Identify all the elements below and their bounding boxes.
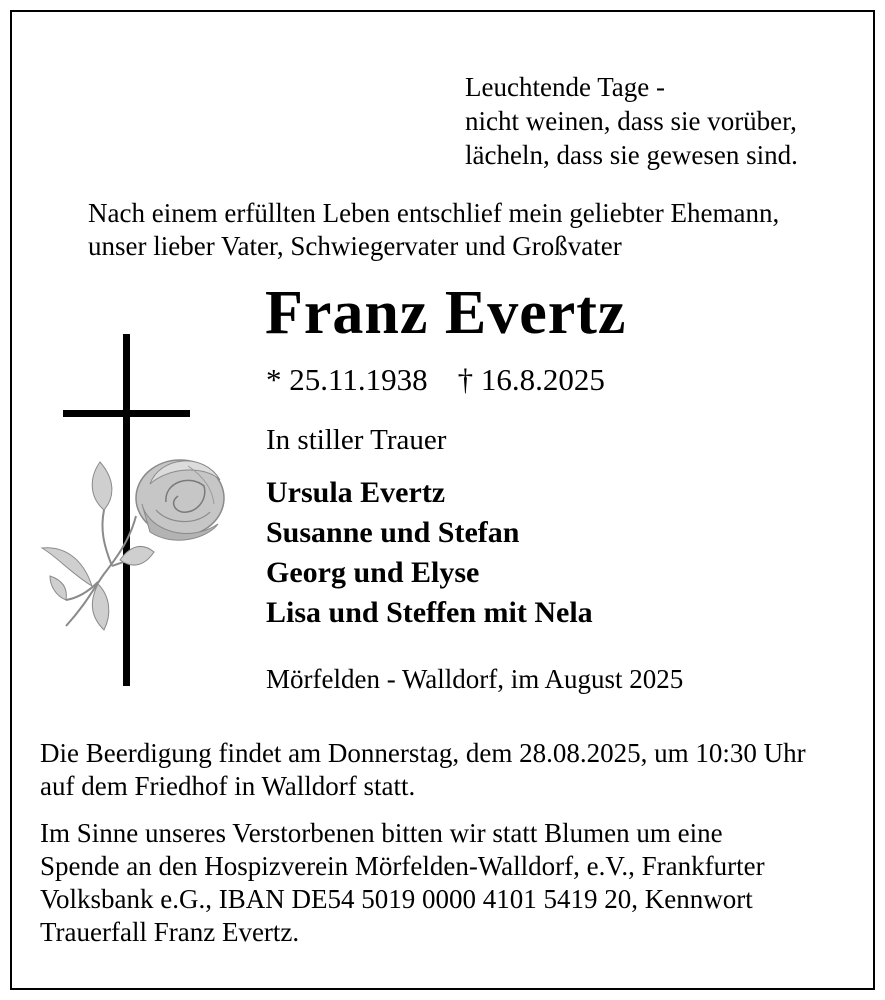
rose-icon <box>42 460 224 630</box>
funeral-line-2: auf dem Friedhof in Walldorf statt. <box>40 771 416 801</box>
funeral-line-1: Die Beerdigung findet am Donnerstag, dem 28.08.2025, um 10:30 Uhr <box>40 738 806 768</box>
obituary-notice <box>10 10 875 990</box>
intro-line-1: Nach einem erfüllten Leben entschlief mein geliebter Ehemann, <box>88 198 780 228</box>
poem-line-1: Leuchtende Tage - <box>465 72 666 102</box>
poem-line-2: nicht weinen, dass sie vorüber, <box>465 106 797 136</box>
family-member-1: Ursula Evertz <box>266 476 446 509</box>
family-member-2: Susanne und Stefan <box>266 516 520 549</box>
death-date: † 16.8.2025 <box>457 362 605 397</box>
family-member-3: Georg und Elyse <box>266 556 480 589</box>
donation-line-3: Volksbank e.G., IBAN DE54 5019 0000 4101 5419 20, Kennwort <box>40 884 753 914</box>
deceased-name: Franz Evertz <box>265 279 627 347</box>
cross-and-rose-artwork <box>38 334 228 690</box>
donation-line-1: Im Sinne unseres Verstorbenen bitten wir statt Blumen um eine <box>40 818 723 848</box>
family-member-4: Lisa und Steffen mit Nela <box>266 596 593 629</box>
poem-line-3: lächeln, dass sie gewesen sind. <box>465 140 798 170</box>
life-dates <box>266 364 605 395</box>
intro-line-2: unser lieber Vater, Schwiegervater und Großvater <box>88 231 622 261</box>
donation-line-4: Trauerfall Franz Evertz. <box>40 917 300 947</box>
mourning-label: In stiller Trauer <box>266 424 447 456</box>
birth-date: * 25.11.1938 <box>266 362 428 397</box>
donation-line-2: Spende an den Hospizverein Mörfelden-Walldorf, e.V., Frankfurter <box>40 851 765 881</box>
place-date: Mörfelden - Walldorf, im August 2025 <box>266 664 684 694</box>
